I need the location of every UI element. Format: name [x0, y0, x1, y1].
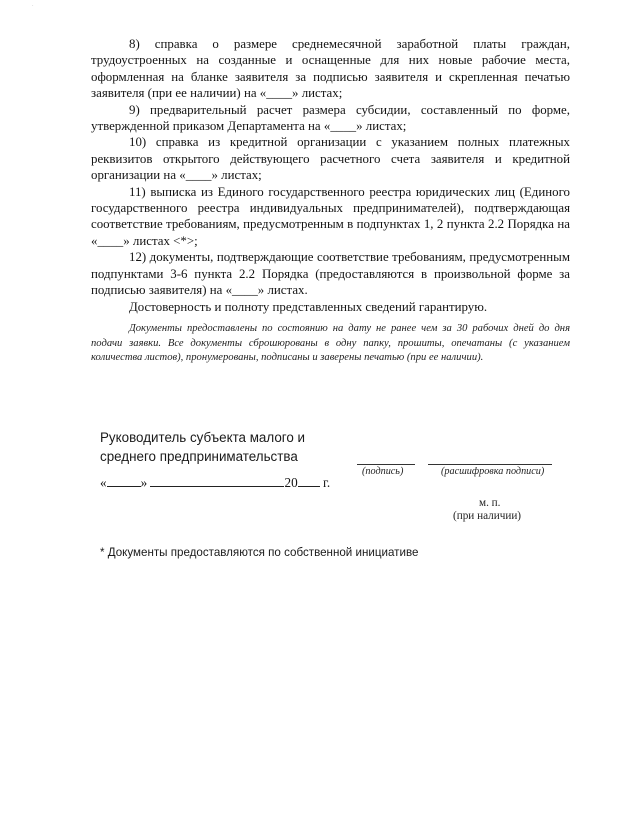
footnote: * Документы предоставляются по собственной инициативе	[100, 546, 419, 559]
signatory-title-line1: Руководитель субъекта малого и	[100, 430, 306, 445]
stamp-label: м. п.	[479, 497, 501, 509]
date-quote-open: «	[100, 475, 107, 490]
list-item-8: 8) справка о размере среднемесячной заработной платы граждан, трудоустроенных на созданные и оснащенные для них новые рабочие места, оформленная на бланке заявителя за подписью заявителя и скрепленная печатью заявителя (при ее наличии) на «____» листах;	[91, 37, 570, 101]
date-month-blank	[150, 474, 284, 487]
guarantee-statement: Достоверность и полноту представленных сведений гарантирую.	[129, 299, 488, 314]
date-quote-close: »	[140, 475, 148, 490]
date-year-prefix: 20	[284, 475, 298, 490]
documents-note: Документы предоставлены по состоянию на дату не ранее чем за 30 рабочих дней до дня подачи заявки. Все документы сброшюрованы в одну папку, прошиты, опечатаны (с указанием количества листов), пронумерованы, подписаны и заверены печатью (при ее наличии).	[91, 323, 570, 364]
list-item-9: 9) предварительный расчет размера субсидии, составленный по форме, утвержденной приказом Департамента на «____» листах;	[91, 102, 570, 134]
signature-caption: (подпись)	[362, 466, 404, 477]
date-year-suffix: г.	[322, 475, 331, 490]
decoding-caption: (расшифровка подписи)	[441, 466, 545, 477]
signature-line	[357, 464, 415, 465]
list-item-12: 12) документы, подтверждающие соответствие требованиям, предусмотренным подпунктами 3-6 пункта 2.2 Порядка (предоставляются в произвольной форме за подписью заявителя) на «____» листах.	[91, 250, 570, 298]
scan-mark: .	[32, 2, 34, 8]
list-item-10: 10) справка из кредитной организации с указанием полных платежных реквизитов открытого действующего расчетного счета заявителя и кредитной организации на «____» листах;	[91, 135, 570, 183]
decoding-line	[428, 464, 552, 465]
signature-date	[100, 474, 330, 491]
signatory-title-line2: среднего предпринимательства	[100, 449, 298, 464]
date-day-blank	[107, 474, 141, 487]
signatory-title	[100, 428, 305, 466]
stamp-note: (при наличии)	[453, 510, 522, 522]
list-item-11: 11) выписка из Единого государственного реестра юридических лиц (Единого государственного реестра индивидуальных предпринимателей), подтверждающая соответствие требованиям, предусмотренным в подпунктах 1, 2 пункта 2.2 Порядка на «____» листах <*>;	[91, 184, 570, 248]
date-year-blank	[298, 474, 320, 487]
document-list	[91, 36, 570, 315]
